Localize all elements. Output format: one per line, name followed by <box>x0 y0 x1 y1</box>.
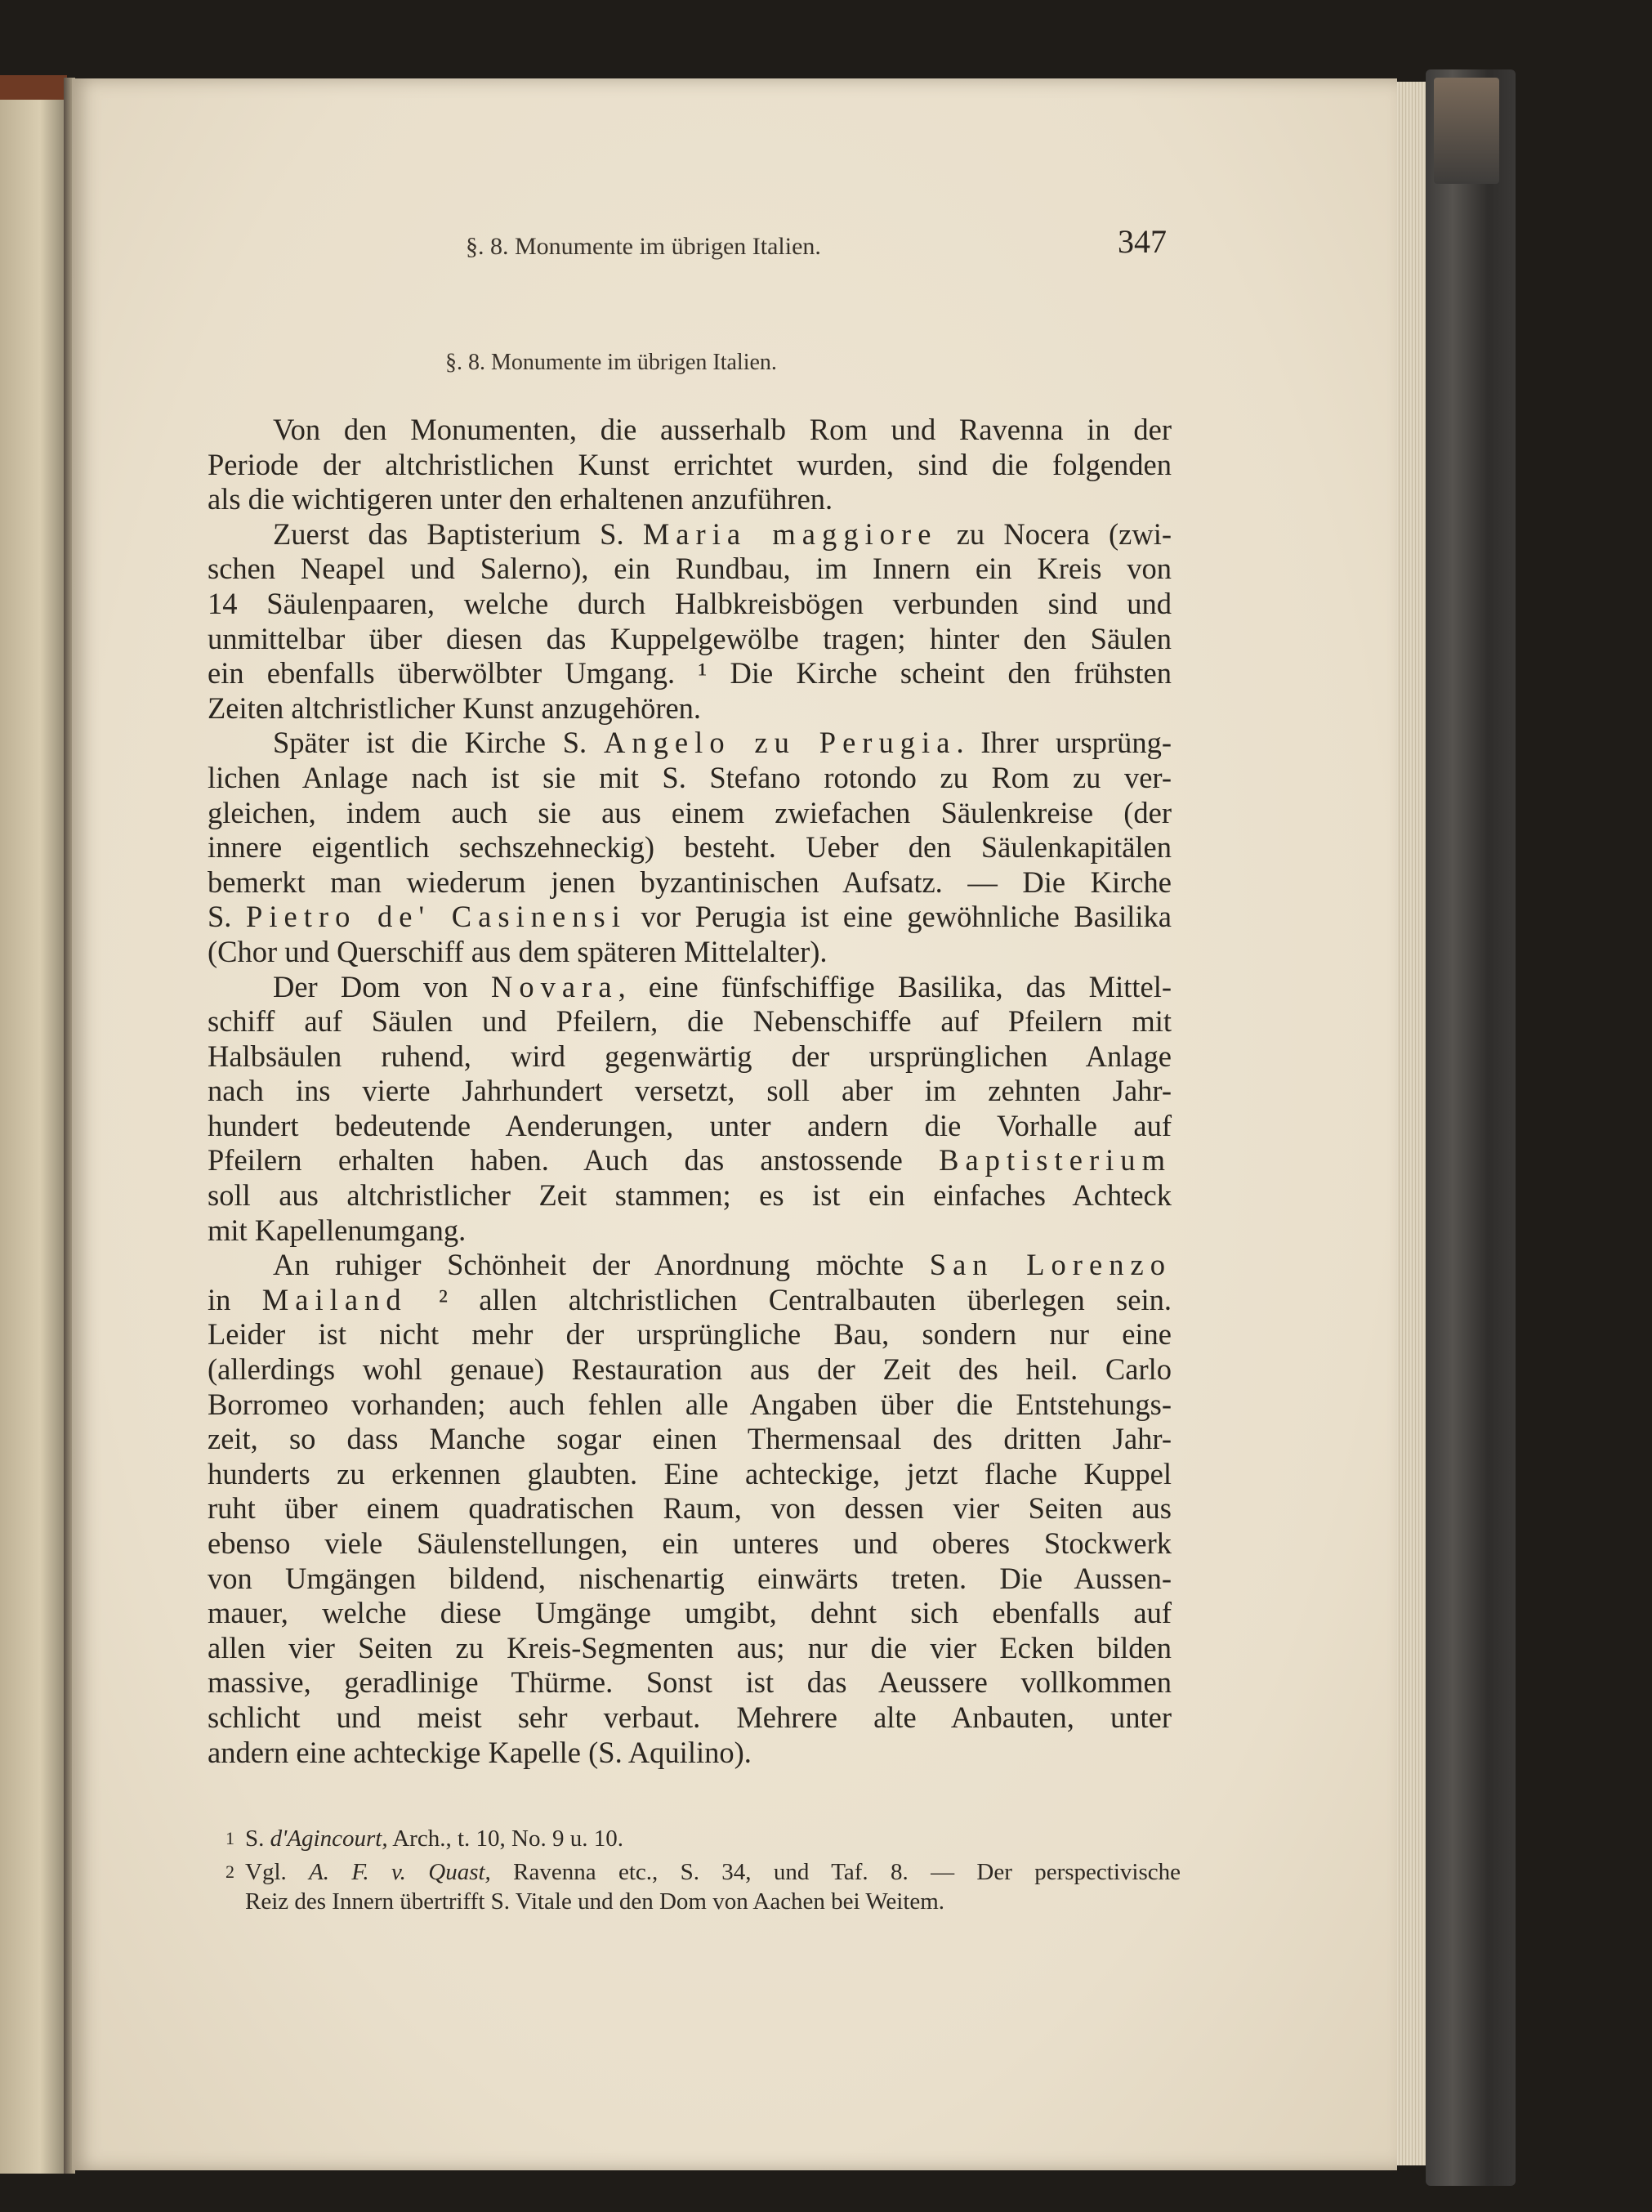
text-line: nach ins vierte Jahrhundert versetzt, soll aber im zehnten Jahr- <box>208 1074 1172 1108</box>
book-cover-edge <box>0 75 67 100</box>
text-line: bemerkt man wiederum jenen byzantinischen Aufsatz. — Die Kirche <box>208 865 1172 899</box>
text-line: Halbsäulen ruhend, wird gegenwärtig der ursprünglichen Anlage <box>208 1039 1172 1073</box>
spine-leather-corner <box>1434 78 1499 184</box>
page-edges <box>1393 82 1427 2165</box>
text-line: massive, geradlinige Thürme. Sonst ist das Aeussere vollkommen <box>208 1665 1172 1700</box>
running-header: §. 8. Monumente im übrigen Italien. <box>466 233 821 260</box>
footnote-marker: 2 <box>225 1861 234 1882</box>
text-line: 14 Säulenpaaren, welche durch Halbkreisbögen verbunden sind und <box>208 586 1172 620</box>
text-line: in Mailand ² allen altchristlichen Centralbauten überlegen sein. <box>208 1282 1172 1316</box>
text-line: lichen Anlage nach ist sie mit S. Stefano rotondo zu Rom zu ver- <box>208 760 1172 794</box>
text-line: Periode der altchristlichen Kunst errichtet wurden, sind die folgenden <box>208 447 1172 481</box>
text-line: (Chor und Querschiff aus dem späteren Mittelalter). <box>208 934 828 968</box>
text-line: mauer, welche diese Umgänge umgibt, dehnt sich ebenfalls auf <box>208 1596 1172 1630</box>
text-line: gleichen, indem auch sie aus einem zwiefachen Säulenkreise (der <box>208 795 1172 829</box>
text-line: zeit, so dass Manche sogar einen Thermensaal des dritten Jahr- <box>208 1422 1172 1456</box>
text-line: schiff auf Säulen und Pfeilern, die Nebenschiffe auf Pfeilern mit <box>208 1004 1172 1039</box>
text-line: schlicht und meist sehr verbaut. Mehrere alte Anbauten, unter <box>208 1700 1172 1734</box>
footnote-1 <box>225 1824 1181 1853</box>
text-line: Leider ist nicht mehr der ursprüngliche Bau, sondern nur eine <box>208 1317 1172 1352</box>
text-line: von Umgängen bildend, nischenartig einwärts treten. Die Aussen- <box>208 1561 1172 1595</box>
text-line: S. Pietro de' Casinensi vor Perugia ist eine gewöhnliche Basilika <box>208 900 1172 934</box>
text-line: Borromeo vorhanden; auch fehlen alle Angaben über die Entstehungs- <box>208 1387 1172 1421</box>
text-line: innere eigentlich sechszehneckig) besteht. Ueber den Säulenkapitälen <box>208 830 1172 865</box>
footnote-2 <box>225 1857 1181 1916</box>
text-line: Zuerst das Baptisterium S. Maria maggiore zu Nocera (zwi- <box>273 516 1172 551</box>
text-line: ruht über einem quadratischen Raum, von dessen vier Seiten aus <box>208 1491 1172 1526</box>
text-line: soll aus altchristlicher Zeit stammen; es ist ein einfaches Achteck <box>208 1178 1172 1213</box>
text-line: An ruhiger Schönheit der Anordnung möchte San Lorenzo <box>273 1248 1172 1282</box>
book-spine <box>1426 69 1516 2186</box>
text-line: ein ebenfalls überwölbter Umgang. ¹ Die Kirche scheint den frühsten <box>208 656 1172 690</box>
text-line: mit Kapellenumgang. <box>208 1213 467 1247</box>
text-line: Von den Monumenten, die ausserhalb Rom und Ravenna in der <box>273 413 1172 446</box>
previous-page-edge <box>0 78 67 2174</box>
footnote-line: Reiz des Innern übertrifft S. Vitale und den Dom von Aachen bei Weitem. <box>245 1888 945 1915</box>
footnote-line: Vgl. A. F. v. Quast, Ravenna etc., S. 34, und Taf. 8. — Der perspectivische <box>245 1859 1181 1885</box>
footnote-line: S. d'Agincourt, Arch., t. 10, No. 9 u. 10. <box>245 1825 623 1852</box>
text-line: als die wichtigeren unter den erhaltenen anzuführen. <box>208 482 833 516</box>
text-line: hunderts zu erkennen glaubten. Eine achteckige, jetzt flache Kuppel <box>208 1456 1172 1490</box>
text-line: andern eine achteckige Kapelle (S. Aquilino). <box>208 1735 752 1769</box>
text-line: allen vier Seiten zu Kreis-Segmenten aus; nur die vier Ecken bilden <box>208 1630 1172 1665</box>
text-line: Der Dom von Novara, eine fünfschiffige Basilika, das Mittel- <box>273 969 1172 1003</box>
section-title: §. 8. Monumente im übrigen Italien. <box>445 350 777 375</box>
text-line: Pfeilern erhalten haben. Auch das anstossende Baptisterium <box>208 1143 1172 1177</box>
text-line: hundert bedeutende Aenderungen, unter andern die Vorhalle auf <box>208 1108 1172 1142</box>
body-text <box>208 413 1172 1770</box>
text-line: Zeiten altchristlicher Kunst anzugehören. <box>208 690 702 725</box>
text-line: (allerdings wohl genaue) Restauration aus der Zeit des heil. Carlo <box>208 1352 1172 1387</box>
page-number: 347 <box>1118 223 1167 260</box>
footnote-marker: 1 <box>225 1828 234 1848</box>
text-line: ebenso viele Säulenstellungen, ein unteres und oberes Stockwerk <box>208 1526 1172 1560</box>
text-line: schen Neapel und Salerno), ein Rundbau, im Innern ein Kreis von <box>208 552 1172 586</box>
text-line: Später ist die Kirche S. Angelo zu Perugia. Ihrer ursprüng- <box>273 726 1172 760</box>
text-line: unmittelbar über diesen das Kuppelgewölbe tragen; hinter den Säulen <box>208 621 1172 655</box>
